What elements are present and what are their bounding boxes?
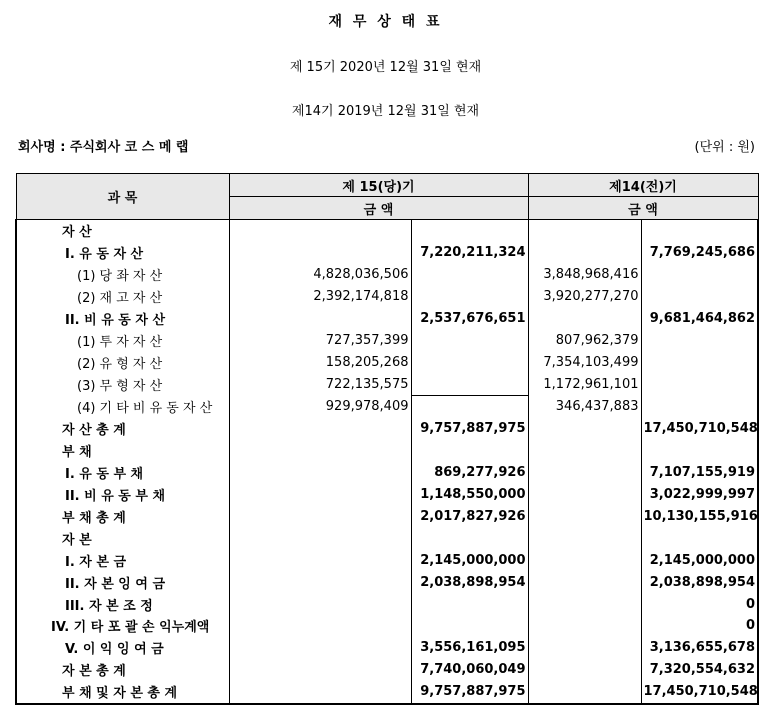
cell-b2: 2,038,898,954 xyxy=(641,571,758,593)
table-row xyxy=(16,286,758,308)
table-row xyxy=(16,308,758,330)
cell-b1 xyxy=(528,220,641,242)
cell-a1 xyxy=(229,659,411,681)
cell-item: I. 자 본 금 xyxy=(16,549,229,571)
table-row xyxy=(16,373,758,395)
cell-a1 xyxy=(229,637,411,659)
cell-b2 xyxy=(641,220,758,242)
cell-b2: 3,022,999,997 xyxy=(641,484,758,506)
cell-b1: 1,172,961,101 xyxy=(543,376,639,392)
cell-a2 xyxy=(411,351,528,373)
table-row xyxy=(16,615,758,637)
cell-item: (4) 기 타 비 유 동 자 산 xyxy=(16,396,229,418)
cell-b1 xyxy=(528,484,641,506)
cell-b2: 2,145,000,000 xyxy=(641,549,758,571)
cell-b2: 9,681,464,862 xyxy=(641,308,758,330)
cell-b1 xyxy=(528,571,641,593)
cell-b2: 7,320,554,632 xyxy=(641,659,758,681)
cell-b2: 3,136,655,678 xyxy=(641,637,758,659)
cell-a1 xyxy=(229,418,411,440)
cell-b2: 17,450,710,548 xyxy=(641,681,758,704)
cell-b2: 10,130,155,916 xyxy=(641,506,758,528)
cell-b1: 807,962,379 xyxy=(555,332,639,348)
cell-b1 xyxy=(528,593,641,615)
cell-b2 xyxy=(641,264,758,286)
cell-item: II. 자 본 잉 여 금 xyxy=(16,571,229,593)
cell-a1 xyxy=(229,484,411,506)
table-row xyxy=(16,396,758,418)
cell-a1 xyxy=(229,440,411,462)
cell-a1: 722,135,575 xyxy=(325,376,409,392)
table-row xyxy=(16,462,758,484)
cell-b1 xyxy=(528,242,641,264)
cell-a1 xyxy=(229,242,411,264)
cell-a2: 2,017,827,926 xyxy=(411,506,528,528)
table-row xyxy=(16,264,758,286)
cell-b1 xyxy=(528,549,641,571)
cell-a2 xyxy=(411,440,528,462)
cell-b2 xyxy=(641,286,758,308)
cell-a2: 7,220,211,324 xyxy=(411,242,528,264)
cell-a1: 4,828,036,506 xyxy=(313,267,409,283)
table-row xyxy=(16,571,758,593)
cell-b1 xyxy=(528,681,641,704)
cell-item: V. 이 익 잉 여 금 xyxy=(16,637,229,659)
cell-item: II. 비 유 동 자 산 xyxy=(16,308,229,330)
cell-b1 xyxy=(528,506,641,528)
cell-a1 xyxy=(229,571,411,593)
cell-a1 xyxy=(229,527,411,549)
cell-b1 xyxy=(528,440,641,462)
cell-a2 xyxy=(411,615,528,637)
cell-a2: 7,740,060,049 xyxy=(411,659,528,681)
cell-a2: 3,556,161,095 xyxy=(411,637,528,659)
cell-a2: 869,277,926 xyxy=(411,462,528,484)
cell-b1 xyxy=(528,418,641,440)
cell-a1: 727,357,399 xyxy=(325,332,409,348)
cell-a1: 2,392,174,818 xyxy=(313,289,409,305)
table-row xyxy=(16,329,758,351)
cell-b1: 7,354,103,499 xyxy=(543,354,639,370)
cell-a2 xyxy=(411,264,528,286)
cell-b2 xyxy=(641,329,758,351)
table-row xyxy=(16,681,758,704)
cell-item: III. 자 본 조 정 xyxy=(16,593,229,615)
cell-item: (1) 당 좌 자 산 xyxy=(16,264,229,286)
table-row xyxy=(16,659,758,681)
cell-b1 xyxy=(528,462,641,484)
cell-item: (3) 무 형 자 산 xyxy=(16,373,229,395)
document-title: 재 무 상 태 표 xyxy=(328,14,443,30)
cell-item: (2) 재 고 자 산 xyxy=(16,286,229,308)
header-current-period: 제 15(당)기 xyxy=(229,174,528,197)
cell-b1 xyxy=(528,659,641,681)
cell-item: 부 채 총 계 xyxy=(16,506,229,528)
cell-a1 xyxy=(229,593,411,615)
cell-b2 xyxy=(641,527,758,549)
cell-a2 xyxy=(411,220,528,242)
cell-a2: 2,145,000,000 xyxy=(411,549,528,571)
cell-b2: 7,769,245,686 xyxy=(641,242,758,264)
cell-a2: 9,757,887,975 xyxy=(411,418,528,440)
cell-b1 xyxy=(528,527,641,549)
table-row xyxy=(16,440,758,462)
cell-b1 xyxy=(528,308,641,330)
period-prior: 제14기 2019년 12월 31일 현재 xyxy=(291,104,480,119)
cell-item: I. 유 동 자 산 xyxy=(16,242,229,264)
cell-a2 xyxy=(411,527,528,549)
cell-a2 xyxy=(411,373,528,395)
cell-item: (1) 투 자 자 산 xyxy=(16,329,229,351)
cell-b2 xyxy=(641,396,758,418)
cell-a2 xyxy=(411,396,528,418)
table-row xyxy=(16,242,758,264)
header-item: 과 목 xyxy=(16,174,229,220)
cell-item: I. 유 동 부 채 xyxy=(16,462,229,484)
cell-a1 xyxy=(229,506,411,528)
cell-a1 xyxy=(229,549,411,571)
cell-item: (2) 유 형 자 산 xyxy=(16,351,229,373)
header-prior-amount: 금 액 xyxy=(528,197,758,220)
unit-label: (단위 : 원) xyxy=(694,140,755,155)
cell-a2 xyxy=(411,286,528,308)
cell-item: 부 채 및 자 본 총 계 xyxy=(16,681,229,704)
cell-item: 자 본 xyxy=(16,527,229,549)
cell-b2 xyxy=(641,440,758,462)
table-row xyxy=(16,527,758,549)
table-row xyxy=(16,506,758,528)
cell-item: II. 비 유 동 부 채 xyxy=(16,484,229,506)
table-row xyxy=(16,593,758,615)
table-row xyxy=(16,418,758,440)
table-row xyxy=(16,637,758,659)
cell-a1 xyxy=(229,308,411,330)
cell-a1 xyxy=(229,615,411,637)
cell-a2: 2,038,898,954 xyxy=(411,571,528,593)
table-row xyxy=(16,220,758,242)
cell-b2: 7,107,155,919 xyxy=(641,462,758,484)
cell-a2 xyxy=(411,329,528,351)
cell-a1 xyxy=(229,462,411,484)
cell-a2: 9,757,887,975 xyxy=(411,681,528,704)
cell-b1: 3,920,277,270 xyxy=(543,289,639,305)
company-name: 회사명 : 주식회사 코 스 메 랩 xyxy=(18,140,189,155)
header-current-amount: 금 액 xyxy=(229,197,528,220)
cell-b1: 3,848,968,416 xyxy=(543,267,639,283)
header-prior-period: 제14(전)기 xyxy=(528,174,758,197)
cell-a2 xyxy=(411,593,528,615)
cell-a1 xyxy=(229,681,411,704)
cell-b2: 0 xyxy=(641,615,758,637)
cell-item: 자 본 총 계 xyxy=(16,659,229,681)
cell-b1 xyxy=(528,637,641,659)
cell-a2: 2,537,676,651 xyxy=(411,308,528,330)
cell-item: IV. 기 타 포 괄 손 익누계액 xyxy=(16,615,229,637)
cell-item: 자 산 총 계 xyxy=(16,418,229,440)
cell-item: 자 산 xyxy=(16,220,229,242)
cell-b2 xyxy=(641,351,758,373)
table-row xyxy=(16,484,758,506)
cell-a1 xyxy=(229,220,411,242)
cell-b2: 17,450,710,548 xyxy=(641,418,758,440)
cell-b1: 346,437,883 xyxy=(555,399,639,415)
cell-a1: 929,978,409 xyxy=(325,399,409,415)
cell-a2: 1,148,550,000 xyxy=(411,484,528,506)
cell-b1 xyxy=(528,615,641,637)
period-current: 제 15기 2020년 12월 31일 현재 xyxy=(289,60,482,75)
cell-b2: 0 xyxy=(641,593,758,615)
cell-item: 부 채 xyxy=(16,440,229,462)
cell-b2 xyxy=(641,373,758,395)
balance-sheet-table xyxy=(15,173,759,705)
cell-a1: 158,205,268 xyxy=(325,354,409,370)
table-row xyxy=(16,351,758,373)
table-row xyxy=(16,549,758,571)
